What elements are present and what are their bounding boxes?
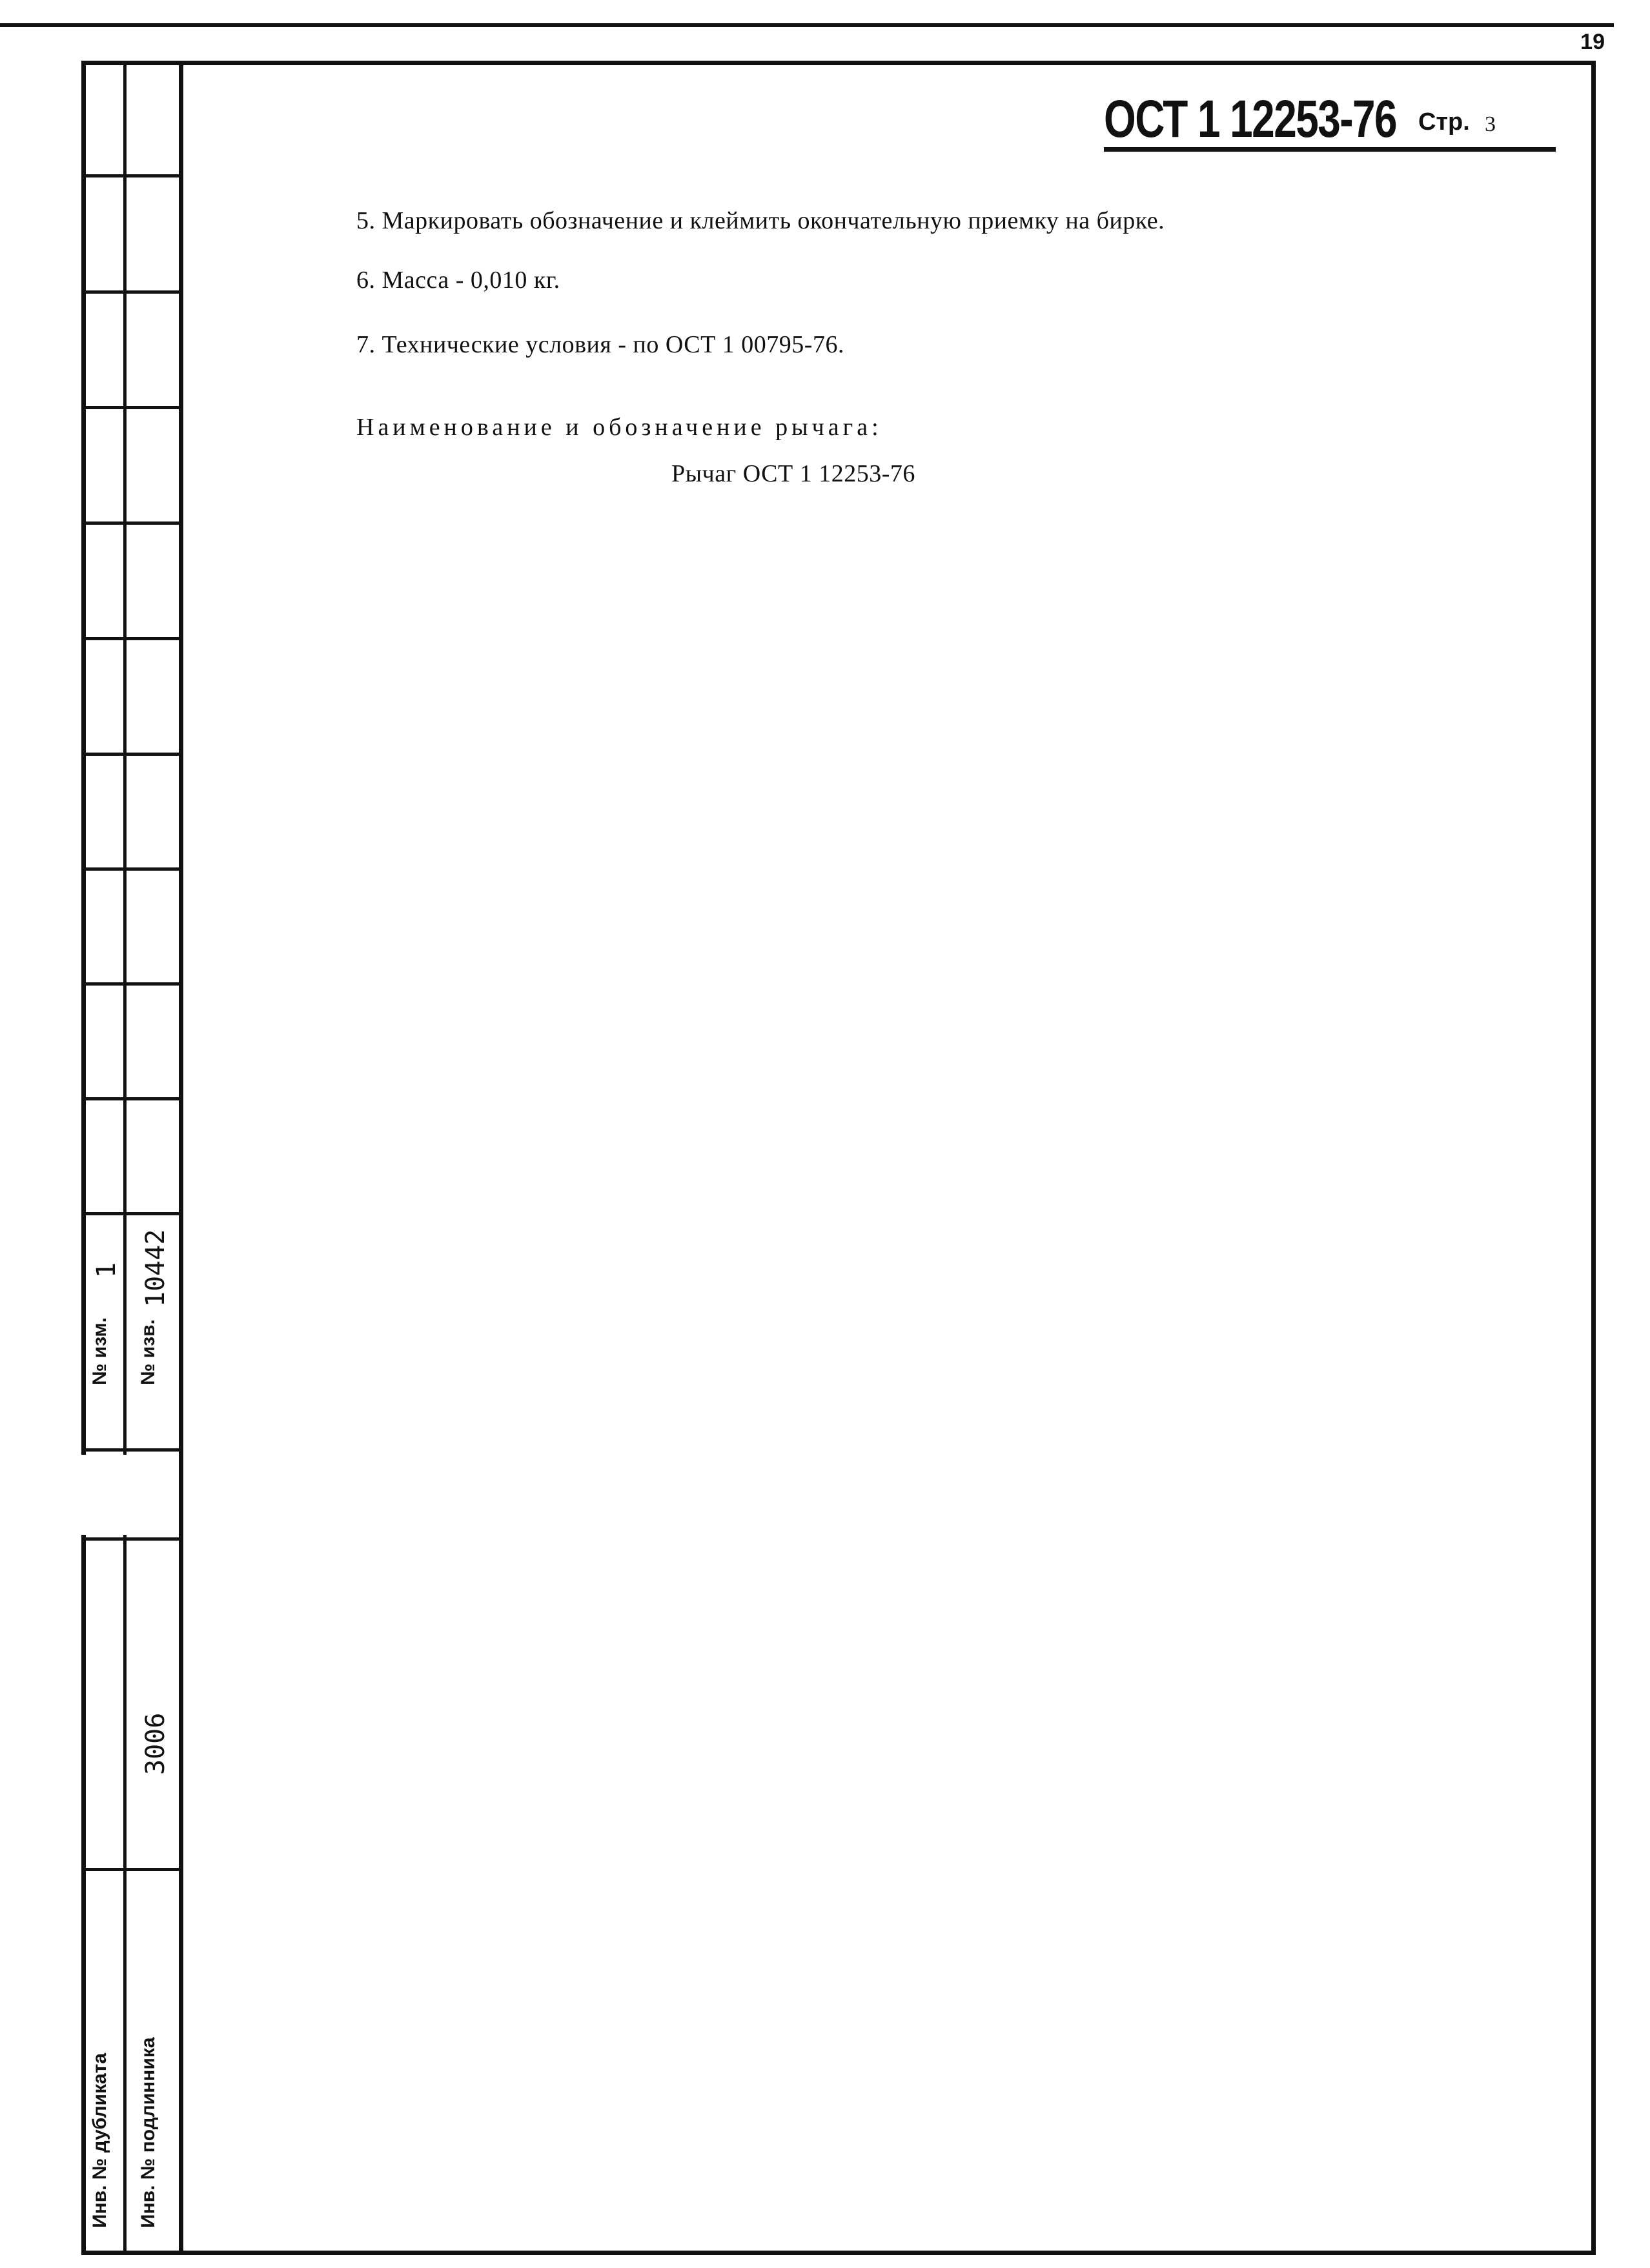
name-heading: Наименование и обозначение рычага:: [356, 414, 882, 441]
original-inventory-value: 3006: [141, 1712, 170, 1775]
margin-divider: [81, 867, 183, 871]
left-margin-table: [81, 61, 183, 2255]
margin-column-1: [81, 61, 127, 2255]
change-number-label: № изм.: [89, 1317, 110, 1385]
margin-divider: [81, 1448, 183, 1452]
margin-divider: [81, 982, 183, 986]
margin-divider: [81, 406, 183, 409]
document-header: [1104, 89, 1556, 152]
item-7-text: 7. Технические условия - по ОСТ 1 00795-76.: [356, 331, 844, 358]
page-number: 3: [1485, 112, 1496, 136]
margin-divider: [81, 521, 183, 525]
margin-gap: [77, 1455, 132, 1535]
margin-divider: [81, 1537, 183, 1541]
margin-divider: [81, 290, 183, 294]
page-frame: [81, 61, 1596, 2255]
margin-divider: [81, 174, 183, 177]
margin-divider: [81, 1212, 183, 1215]
top-scan-line: [0, 23, 1614, 27]
duplicate-inventory-label: Инв. № дубликата: [89, 2052, 110, 2228]
page-label: Стр.: [1418, 108, 1470, 136]
document-code: ОСТ 1 12253-76: [1104, 90, 1396, 148]
notice-number-label: № изв.: [138, 1319, 159, 1385]
margin-divider: [81, 1097, 183, 1100]
margin-divider: [81, 753, 183, 756]
item-6-text: 6. Масса - 0,010 кг.: [356, 267, 560, 294]
notice-number-value: 10442: [141, 1229, 170, 1307]
original-inventory-label: Инв. № подлинника: [138, 2037, 159, 2228]
name-value: Рычаг ОСТ 1 12253-76: [671, 460, 915, 487]
change-number-value: 1: [92, 1262, 121, 1278]
sheet-number: 19: [1580, 30, 1605, 54]
margin-divider: [81, 1868, 183, 1871]
margin-column-2: [127, 61, 183, 2255]
margin-divider: [81, 637, 183, 640]
item-5-text: 5. Маркировать обозначение и клеймить окончательную приемку на бирке.: [356, 207, 1165, 234]
